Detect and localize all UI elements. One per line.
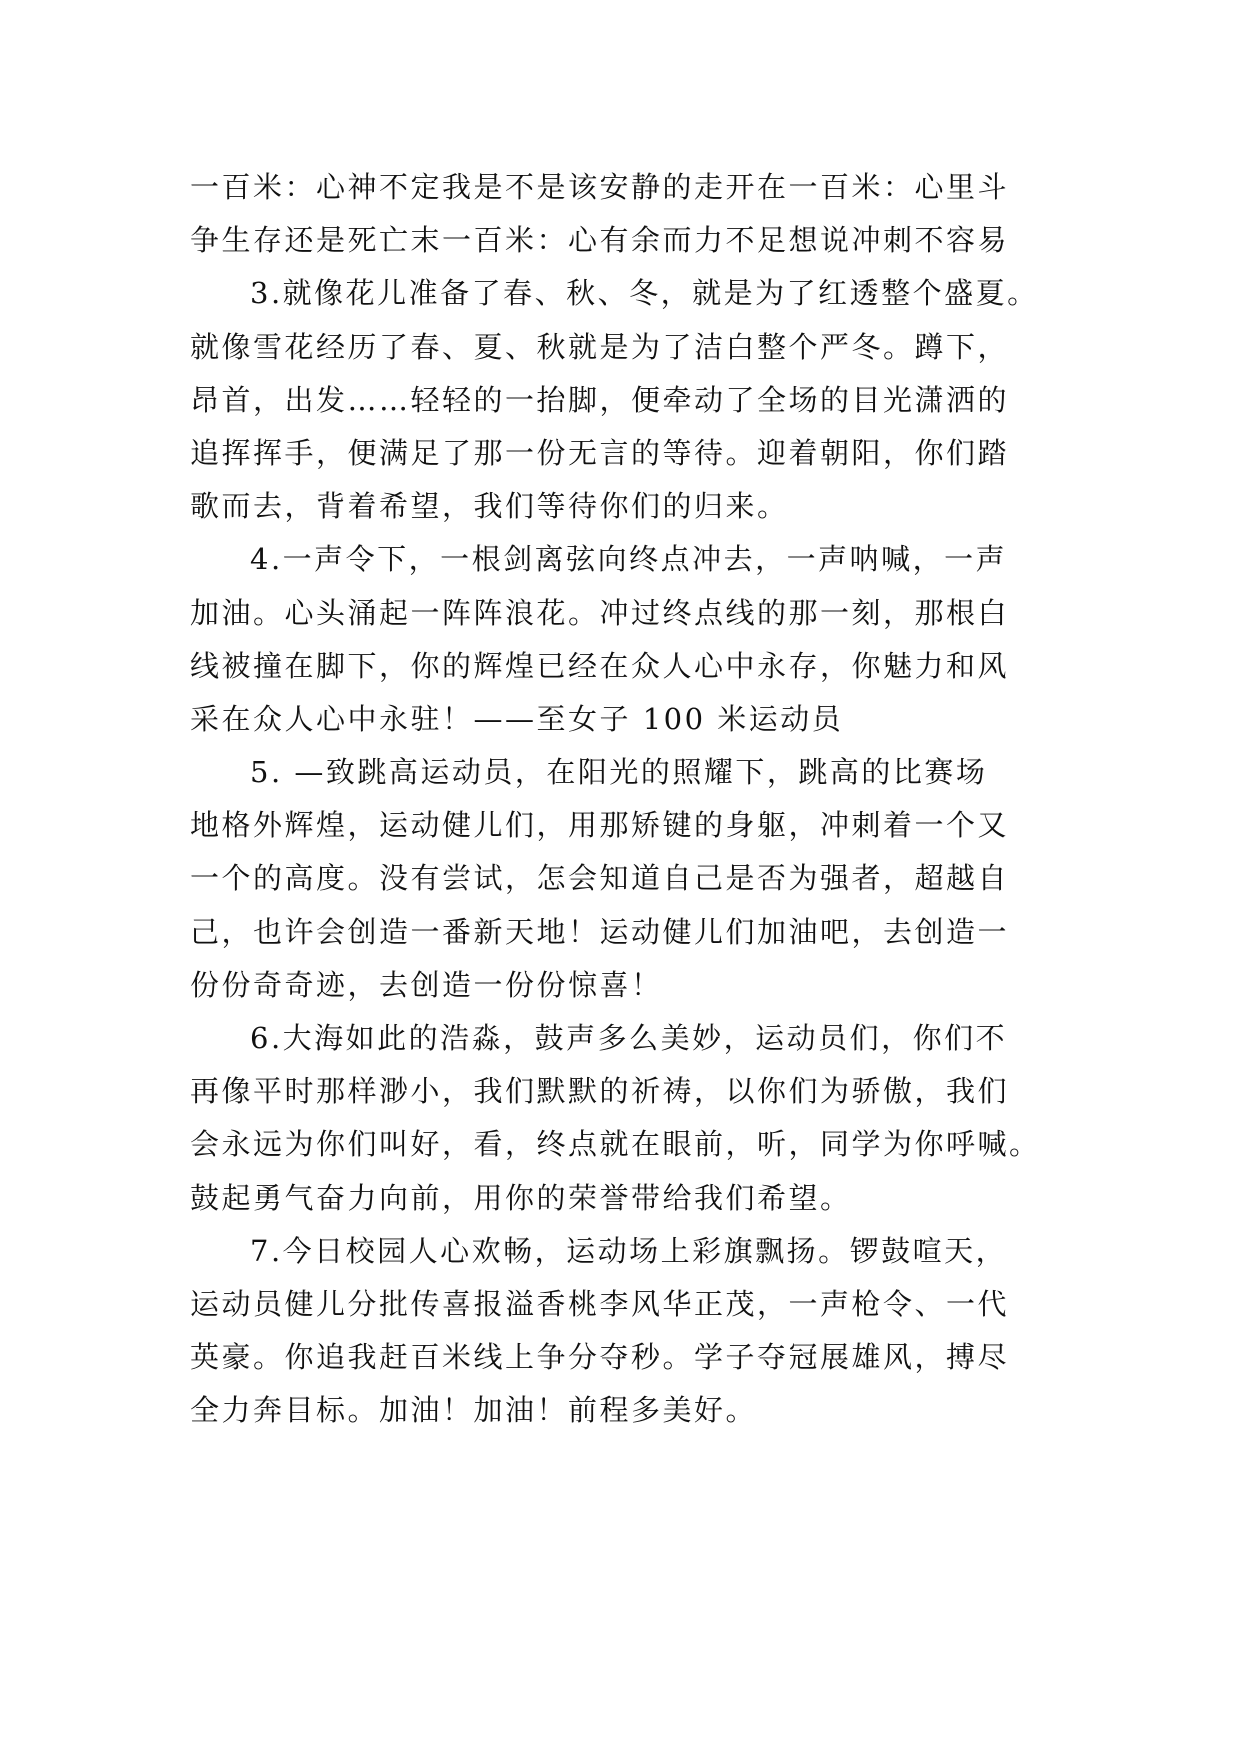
- text-line: 6.大海如此的浩淼，鼓声多么美妙，运动员们，你们不: [250, 1021, 1008, 1055]
- text-line: 一百米：心神不定我是不是该安静的走开在一百米：心里斗: [190, 170, 1010, 204]
- text-line: 昂首，出发……轻轻的一抬脚，便牵动了全场的目光潇洒的: [190, 382, 1010, 417]
- text-line: 己，也许会创造一番新天地！运动健儿们加油吧，去创造一: [190, 914, 1010, 949]
- document-body: [190, 161, 1050, 1438]
- text-line: 就像雪花经历了春、夏、秋就是为了洁白整个严冬。蹲下，: [190, 329, 1010, 364]
- text-line: 英豪。你追我赶百米线上争分夺秒。学子夺冠展雄风，搏尽: [190, 1340, 1010, 1375]
- text-line: 鼓起勇气奋力向前，用你的荣誉带给我们希望。: [190, 1180, 852, 1215]
- text-line: 5. —致跳高运动员，在阳光的照耀下，跳高的比赛场: [250, 755, 988, 790]
- text-line: 争生存还是死亡末一百米：心有余而力不足想说冲刺不容易: [190, 223, 1010, 258]
- text-line: 地格外辉煌，运动健儿们，用那矫键的身躯，冲刺着一个又: [190, 808, 1010, 843]
- text-line: 4.一声令下，一根剑离弦向终点冲去，一声呐喊，一声: [250, 542, 1008, 577]
- text-line: 全力奔目标。加油！加油！前程多美好。: [190, 1393, 758, 1428]
- text-line: 线被撞在脚下，你的辉煌已经在众人心中永存，你魅力和风: [190, 648, 1010, 683]
- text-line: 加油。心头涌起一阵阵浪花。冲过终点线的那一刻，那根白: [190, 595, 1010, 630]
- text-line: 一个的高度。没有尝试，怎会知道自己是否为强者，超越自: [190, 861, 1010, 896]
- text-line: 追挥挥手，便满足了那一份无言的等待。迎着朝阳，你们踏: [190, 435, 1010, 470]
- text-line: 运动员健儿分批传喜报溢香桃李风华正茂，一声枪令、一代: [190, 1286, 1010, 1321]
- text-line: 会永远为你们叫好，看，终点就在眼前，听，同学为你呼喊。: [190, 1127, 1041, 1162]
- text-line: 7.今日校园人心欢畅，运动场上彩旗飘扬。锣鼓喧天，: [250, 1233, 1008, 1268]
- text-line: 再像平时那样渺小，我们默默的祈祷，以你们为骄傲，我们: [190, 1074, 1010, 1109]
- text-line: 份份奇奇迹，去创造一份份惊喜！: [190, 967, 663, 1002]
- text-line: 采在众人心中永驻！——至女子 100 米运动员: [190, 701, 844, 736]
- text-line: 3.就像花儿准备了春、秋、冬，就是为了红透整个盛夏。: [250, 276, 1039, 311]
- text-line: 歌而去，背着希望，我们等待你们的归来。: [190, 489, 789, 524]
